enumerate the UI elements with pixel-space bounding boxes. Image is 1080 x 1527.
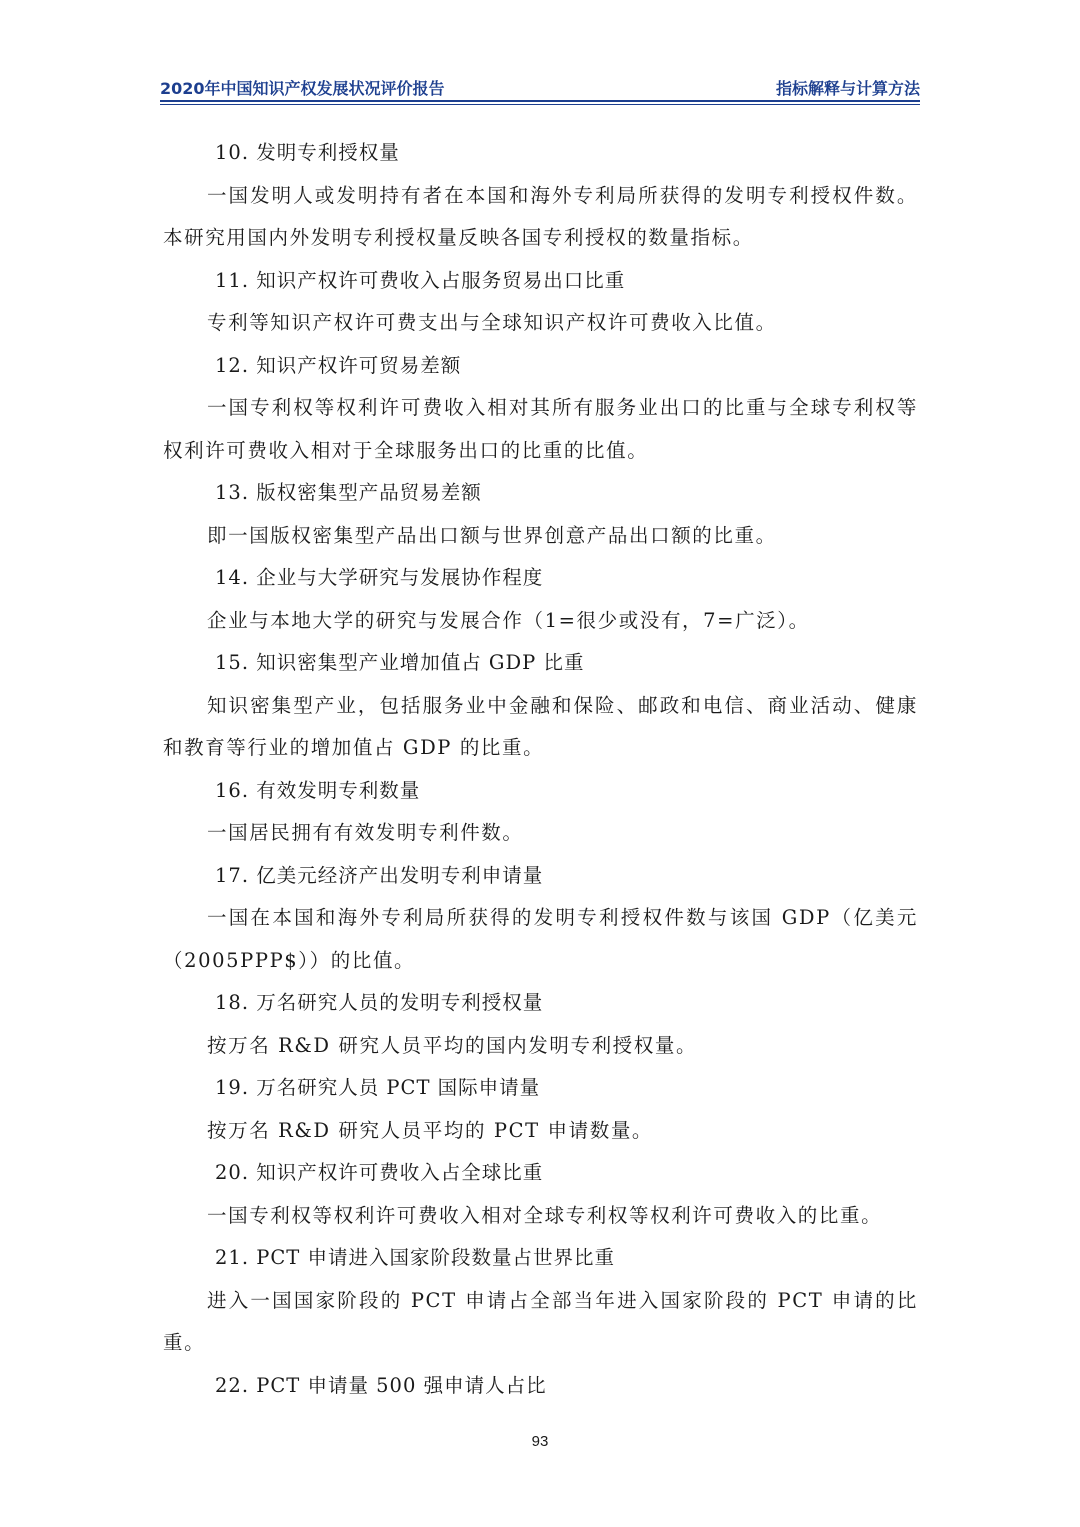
indicator-14-description: 企业与本地大学的研究与发展合作（1=很少或没有，7=广泛）。 bbox=[207, 608, 810, 632]
indicator-16-description: 一国居民拥有有效发明专利件数。 bbox=[207, 821, 524, 844]
indicator-12-description: 一国专利权等权利许可费收入相对其所有服务业出口的比重与全球专利权等权利许可费收入相对于全球服务出口的比重的比值。 bbox=[163, 396, 918, 462]
indicator-15-title: 15. 知识密集型产业增加值占 GDP 比重 bbox=[215, 651, 585, 674]
indicator-18-title: 18. 万名研究人员的发明专利授权量 bbox=[215, 991, 544, 1014]
page-number: 93 bbox=[531, 1433, 549, 1450]
indicator-12-title: 12. 知识产权许可贸易差额 bbox=[215, 353, 462, 377]
indicator-11-description: 专利等知识产权许可费支出与全球知识产权许可费收入比值。 bbox=[207, 311, 777, 334]
indicator-13-description: 即一国版权密集型产品出口额与世界创意产品出口额的比重。 bbox=[207, 523, 777, 547]
section-title: 指标解释与计算方法 bbox=[775, 79, 920, 98]
indicator-13-title: 13. 版权密集型产品贸易差额 bbox=[215, 481, 482, 504]
indicator-17-title: 17. 亿美元经济产出发明专利申请量 bbox=[215, 863, 544, 887]
indicator-16-title: 16. 有效发明专利数量 bbox=[215, 778, 421, 802]
indicator-18-description: 按万名 R&D 研究人员平均的国内发明专利授权量。 bbox=[207, 1033, 698, 1057]
indicator-22-title: 22. PCT 申请量 500 强申请人占比 bbox=[215, 1373, 547, 1397]
indicator-10-title: 10. 发明专利授权量 bbox=[215, 141, 400, 164]
running-header bbox=[160, 76, 920, 102]
indicator-21-description: 进入一国国家阶段的 PCT 申请占全部当年进入国家阶段的 PCT 申请的比重。 bbox=[163, 1288, 918, 1354]
indicator-10-description: 一国发明人或发明持有者在本国和海外专利局所获得的发明专利授权件数。本研究用国内外发明专利授权量反映各国专利授权的数量指标。 bbox=[163, 183, 918, 249]
indicator-17-description: 一国在本国和海外专利局所获得的发明专利授权件数与该国 GDP（亿美元（2005PPP$））的比值。 bbox=[163, 906, 918, 972]
indicator-19-description: 按万名 R&D 研究人员平均的 PCT 申请数量。 bbox=[207, 1118, 654, 1142]
report-title: 2020年中国知识产权发展状况评价报告 bbox=[160, 79, 445, 98]
indicator-15-description: 知识密集型产业，包括服务业中金融和保险、邮政和电信、商业活动、健康和教育等行业的增加值占 GDP 的比重。 bbox=[163, 693, 918, 759]
header-rule bbox=[160, 100, 920, 102]
indicator-21-title: 21. PCT 申请进入国家阶段数量占世界比重 bbox=[215, 1246, 615, 1269]
indicator-11-title: 11. 知识产权许可费收入占服务贸易出口比重 bbox=[215, 268, 626, 292]
indicator-20-title: 20. 知识产权许可费收入占全球比重 bbox=[215, 1161, 544, 1184]
indicator-19-title: 19. 万名研究人员 PCT 国际申请量 bbox=[215, 1076, 541, 1099]
indicator-list bbox=[163, 132, 918, 1407]
indicator-14-title: 14. 企业与大学研究与发展协作程度 bbox=[215, 566, 544, 589]
indicator-20-description: 一国专利权等权利许可费收入相对全球专利权等权利许可费收入的比重。 bbox=[207, 1203, 883, 1227]
header-rule-thin bbox=[160, 104, 920, 105]
